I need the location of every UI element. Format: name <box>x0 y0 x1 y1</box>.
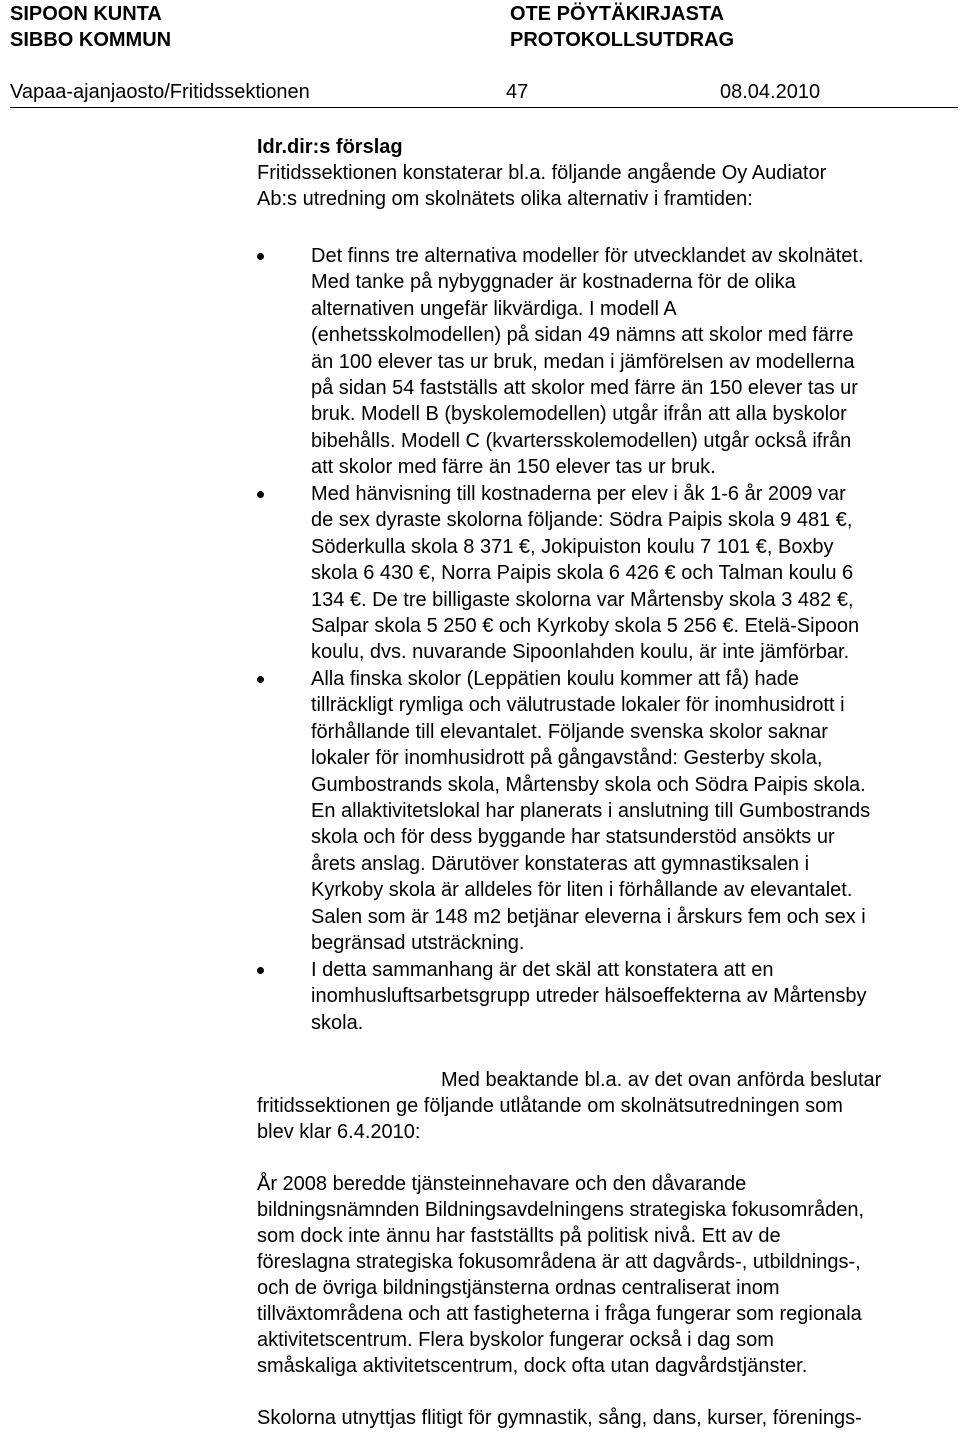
text-line: skola. <box>311 1011 364 1034</box>
statement-continuation <box>257 1093 843 1145</box>
text-line: bildningsnämnden Bildningsavdelningens strategiska fokusområden, <box>257 1199 865 1221</box>
text-line: de sex dyraste skolorna följande: Södra Paipis skola 9 481 €, <box>311 509 853 532</box>
bullet-marker <box>257 253 264 260</box>
paragraph-school-usage <box>257 1405 862 1431</box>
text-line: och de övriga bildningstjänsterna ordnas centraliserat inom <box>257 1277 780 1299</box>
text-line: Alla finska skolor (Leppätien koulu kommer att få) hade <box>311 668 800 690</box>
statement-line-1: Med beaktande bl.a. av det ovan anförda beslutar <box>441 1069 882 1091</box>
bullet-item-costs <box>311 481 859 666</box>
text-line: Kyrkoby skola är alldeles för liten i förhållande av elevantalet. <box>311 879 853 902</box>
text-line: blev klar 6.4.2010: <box>257 1121 421 1143</box>
text-line: Salen som är 148 m2 betjänar eleverna i årskurs fem och sex i <box>311 905 866 928</box>
text-line: inomhusluftsarbetsgrupp utreder hälsoeffekterna av Mårtensby <box>311 985 867 1008</box>
text-line: koulu, dvs. nuvarande Sipoonlahden koulu, är inte jämförbar. <box>311 641 850 664</box>
text-line: som dock inte ännu har fastställts på politisk nivå. Ett av de <box>257 1225 781 1247</box>
municipality-name <box>10 1 171 53</box>
text-line: skola och för dess byggande har statsunderstöd ansökts ur <box>311 826 835 849</box>
bullet-marker <box>257 967 264 974</box>
text-line: begränsad utsträckning. <box>311 931 525 954</box>
text-line: tillräckligt rymliga och välutrustade lokaler för inomhusidrott i <box>311 694 845 717</box>
text-line: på sidan 54 fastställs att skolor med färre än 150 elever tas ur <box>311 376 858 399</box>
section-info <box>10 77 958 107</box>
text-line: Med tanke på nybyggnader är kostnaderna för de olika <box>311 271 796 294</box>
document-type <box>510 1 734 53</box>
text-line: tillväxtområdena och att fastigheterna i fråga fungerar som regionala <box>257 1303 862 1325</box>
text-line: föreslagna strategiska fokusområdena är att dagvårds-, utbildnings-, <box>257 1251 861 1273</box>
bullet-marker <box>257 491 264 498</box>
text-line: Gumbostrands skola, Mårtensby skola och Södra Paipis skola. <box>311 773 866 796</box>
section-paragraph-number: 47 <box>506 81 529 103</box>
text-line: bibehålls. Modell C (kvartersskolemodellen) utgår också ifrån <box>311 429 852 452</box>
text-line: Söderkulla skola 8 371 €, Jokipuiston koulu 7 101 €, Boxby <box>311 535 834 558</box>
text-line: Skolorna utnyttjas flitigt för gymnastik, sång, dans, kurser, förenings- <box>257 1407 862 1429</box>
proposal-intro <box>257 160 826 212</box>
text-line: Det finns tre alternativa modeller för utvecklandet av skolnätet. <box>311 245 864 267</box>
bullet-item-models <box>311 243 864 481</box>
text-line: Med hänvisning till kostnaderna per elev i åk 1-6 år 2009 var <box>311 483 846 505</box>
text-line: att skolor med färre än 150 elever tas ur bruk. <box>311 456 716 479</box>
text-line: bruk. Modell B (byskolemodellen) utgår ifrån att alla byskolor <box>311 403 847 426</box>
text-line: Salpar skola 5 250 € och Kyrkoby skola 5 256 €. Etelä-Sipoon <box>311 614 860 637</box>
text-line: alternativen ungefär likvärdiga. I modell A <box>311 297 677 320</box>
text-line: År 2008 beredde tjänsteinnehavare och den dåvarande <box>257 1173 747 1195</box>
paragraph-strategic-focus <box>257 1171 864 1379</box>
text-line: Ab:s utredning om skolnätets olika alternativ i framtiden: <box>257 188 753 210</box>
meeting-date: 08.04.2010 <box>720 81 821 103</box>
text-line: förhållande till elevantalet. Följande svenska skolor saknar <box>311 720 828 743</box>
text-line: Fritidssektionen konstaterar bl.a. följande angående Oy Audiator <box>257 162 827 184</box>
municipality-name-finnish: SIPOON KUNTA <box>10 3 162 25</box>
proposal-heading: Idr.dir:s förslag <box>257 136 403 158</box>
document-type-swedish: PROTOKOLLSUTDRAG <box>510 29 735 51</box>
text-line: I detta sammanhang är det skäl att konstatera att en <box>311 959 774 981</box>
text-line: småskaliga aktivitetscentrum, dock ofta utan dagvårdstjänster. <box>257 1355 808 1377</box>
text-line: aktivitetscentrum. Flera byskolor fungerar också i dag som <box>257 1329 774 1351</box>
text-line: årets anslag. Därutöver konstateras att gymnastiksalen i <box>311 852 810 875</box>
bullet-item-sports-facilities <box>311 666 870 956</box>
text-line: skola 6 430 €, Norra Paipis skola 6 426 € och Talman koulu 6 <box>311 562 854 585</box>
text-line: än 100 elever tas ur bruk, medan i jämförelsen av modellerna <box>311 350 855 373</box>
header-divider <box>10 107 958 108</box>
municipality-name-swedish: SIBBO KOMMUN <box>10 29 172 51</box>
section-name: Vapaa-ajanjaosto/Fritidssektionen <box>10 81 310 103</box>
text-line: lokaler för inomhusidrott på gångavstånd: Gesterby skola, <box>311 747 823 770</box>
text-line: (enhetsskolmodellen) på sidan 49 nämns att skolor med färre <box>311 324 854 347</box>
document-type-finnish: OTE PÖYTÄKIRJASTA <box>510 3 725 25</box>
text-line: En allaktivitetslokal har planerats i anslutning till Gumbostrands <box>311 799 871 822</box>
bullet-marker <box>257 676 264 683</box>
text-line: 134 €. De tre billigaste skolorna var Mårtensby skola 3 482 €, <box>311 588 854 611</box>
text-line: fritidssektionen ge följande utlåtande om skolnätsutredningen som <box>257 1095 843 1117</box>
bullet-item-indoor-air <box>311 957 867 1036</box>
